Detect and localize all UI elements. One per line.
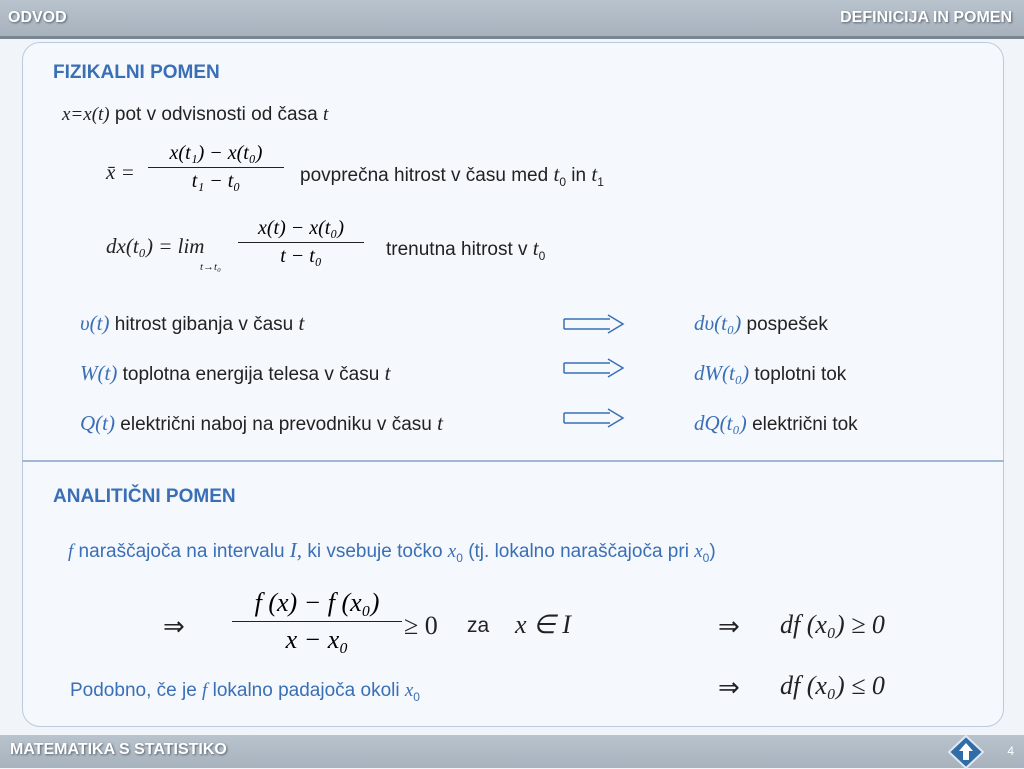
- section-divider: [22, 460, 1004, 462]
- row-heat: W(t) toplotna energija telesa v času t: [80, 361, 391, 385]
- average-speed-text: povprečna hitrost v času med $t_0$ in $t_1$: [300, 162, 604, 189]
- nonnegative: ≥ 0: [404, 611, 438, 640]
- heading-physical: FIZIKALNI POMEN: [53, 62, 220, 83]
- average-lhs: x̄ =: [106, 160, 135, 184]
- home-up-arrow-icon[interactable]: [948, 735, 984, 769]
- implies-icon: ⇒: [718, 612, 740, 641]
- course-title: MATEMATIKA S STATISTIKO: [10, 741, 227, 758]
- average-fraction: x(t₁) − x(t₀) t₁ − t₀: [148, 142, 284, 193]
- row-charge: Q(t) električni naboj na prevodniku v času t: [80, 411, 443, 435]
- instant-fraction: x(t) − x(t₀) t − t₀: [238, 217, 364, 268]
- instant-speed-text: trenutna hitrost v $t_0$: [386, 236, 546, 263]
- row-charge-result: dQ(t₀) električni tok: [694, 411, 858, 435]
- implies-arrow-icon: [562, 357, 626, 379]
- row-heat-result: dW(t₀) toplotni tok: [694, 361, 847, 385]
- result-decreasing: df (x₀) ≤ 0: [780, 671, 885, 700]
- heading-analytic: ANALITIČNI POMEN: [53, 486, 236, 507]
- increasing-definition: f naraščajoča na intervalu I, ki vsebuje točko $x_0$ (tj. lokalno naraščajoča pri $x_0$): [68, 538, 716, 565]
- instant-lhs: dx(t₀) = lim: [106, 234, 205, 258]
- implies-arrow-icon: [562, 313, 626, 335]
- section-title: ODVOD: [8, 9, 67, 26]
- for-label: za: [467, 614, 490, 637]
- decreasing-note: Podobno, če je f lokalno padajoča okoli $x_0$: [70, 680, 420, 704]
- result-increasing: df (x₀) ≥ 0: [780, 610, 885, 639]
- difference-quotient: f (x) − f (x₀) x − x₀: [232, 588, 402, 655]
- page-number: 4: [1007, 744, 1014, 758]
- implies-arrow-icon: [562, 407, 626, 429]
- implies-icon: ⇒: [163, 612, 185, 641]
- row-velocity: υ(t) hitrost gibanja v času t: [80, 311, 305, 335]
- limit-subscript: t→t₀: [200, 261, 221, 273]
- row-velocity-result: dυ(t₀) pospešek: [694, 311, 828, 335]
- x-in-interval: x ∈ I: [515, 610, 571, 639]
- header-bar: [0, 0, 1024, 39]
- slide-subtitle: DEFINICIJA IN POMEN: [840, 9, 1012, 26]
- footer-bar: [0, 735, 1024, 768]
- path-definition: x=x(t) pot v odvisnosti od časa t: [62, 104, 329, 125]
- implies-icon: ⇒: [718, 673, 740, 702]
